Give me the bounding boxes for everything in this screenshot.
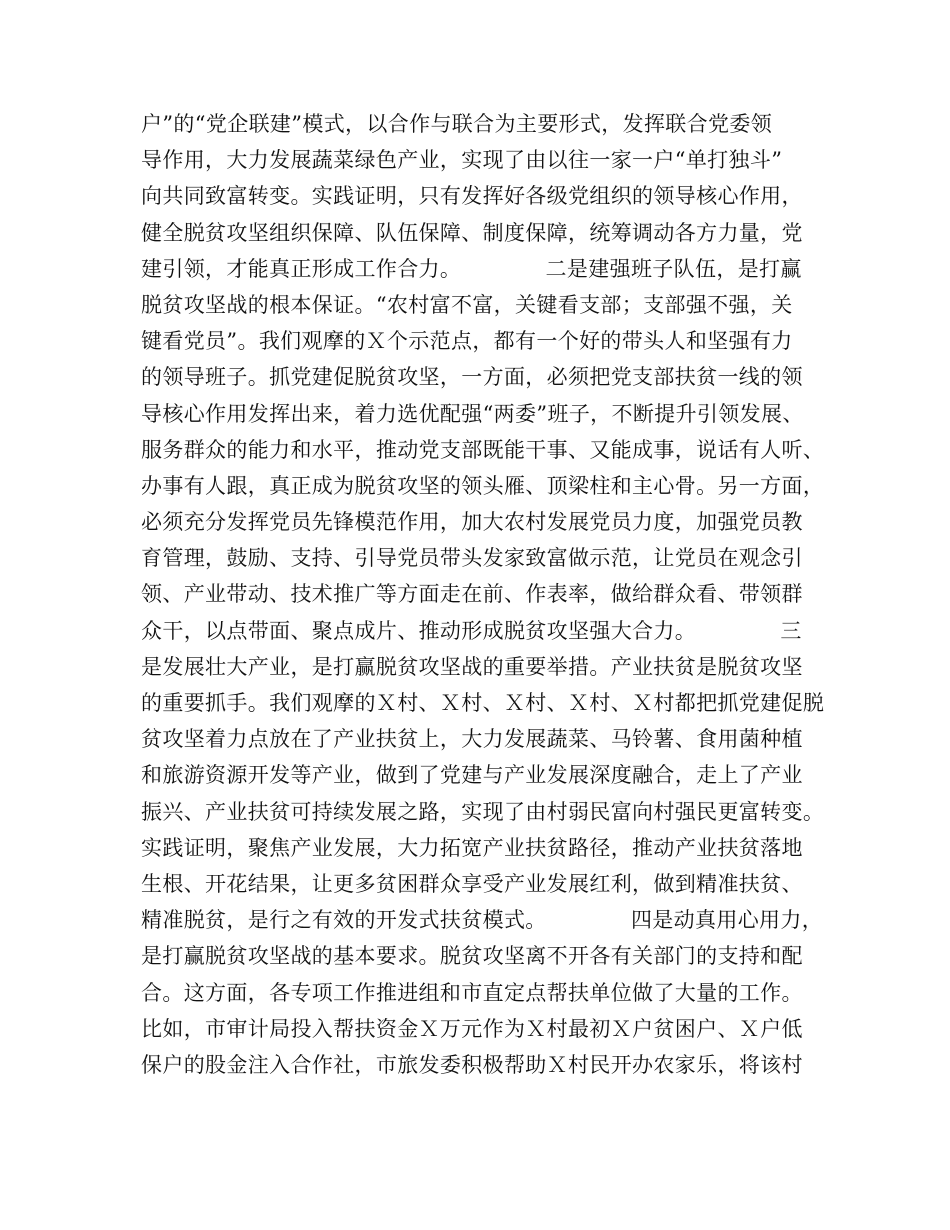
text-line: 精准脱贫，是行之有效的开发式扶贫模式。 四是动真用心用力，: [141, 908, 824, 933]
text-line: 振兴、产业扶贫可持续发展之路，实现了由村弱民富向村强民更富转变。: [141, 799, 825, 824]
text-line: 办事有人跟，真正成为脱贫攻坚的领头雁、顶梁柱和主心骨。另一方面，: [141, 473, 825, 498]
text-line: 建引领，才能真正形成工作合力。 二是建强班子队伍，是打赢: [141, 256, 802, 281]
text-line: 的领导班子。抓党建促脱贫攻坚，一方面，必须把党支部扶贫一线的领: [141, 365, 803, 390]
text-line: 是发展壮大产业，是打赢脱贫攻坚战的重要举措。产业扶贫是脱贫攻坚: [141, 654, 803, 679]
text-line: 合。这方面，各专项工作推进组和市直定点帮扶单位做了大量的工作。: [141, 980, 803, 1005]
text-line: 领、产业带动、技术推广等方面走在前、作表率，做给群众看、带领群: [141, 582, 803, 607]
text-line: 导作用，大力发展蔬菜绿色产业，实现了由以往一家一户“单打独斗”: [141, 148, 783, 173]
text-line: 必须充分发挥党员先锋模范作用，加大农村发展党员力度，加强党员教: [141, 510, 803, 535]
text-line: 保户的股金注入合作社，市旅发委积极帮助Ｘ村民开办农家乐，将该村: [141, 1052, 803, 1077]
text-line: 户”的“党企联建”模式，以合作与联合为主要形式，发挥联合党委领: [141, 112, 773, 136]
text-line: 的重要抓手。我们观摩的Ｘ村、Ｘ村、Ｘ村、Ｘ村、Ｘ村都把抓党建促脱: [141, 691, 825, 715]
text-line: 服务群众的能力和水平，推动党支部既能干事、又能成事，说话有人听、: [141, 437, 825, 462]
text-line: 比如，市审计局投入帮扶资金Ｘ万元作为Ｘ村最初Ｘ户贫困户、Ｘ户低: [141, 1016, 803, 1041]
text-line: 众干，以点带面、聚点成片、推动形成脱贫攻坚强大合力。 三: [141, 618, 802, 643]
text-line: 和旅游资源开发等产业，做到了党建与产业发展深度融合，走上了产业: [141, 763, 803, 788]
text-line: 贫攻坚着力点放在了产业扶贫上，大力发展蔬菜、马铃薯、食用菌种植: [141, 727, 803, 752]
text-line: 键看党员”。我们观摩的Ｘ个示范点，都有一个好的带头人和坚强有力: [141, 329, 793, 354]
body-text: [141, 106, 841, 1083]
text-line: 是打赢脱贫攻坚战的基本要求。脱贫攻坚离不开各有关部门的支持和配: [141, 944, 803, 969]
text-line: 育管理，鼓励、支持、引导党员带头发家致富做示范，让党员在观念引: [141, 546, 803, 571]
text-line: 向共同致富转变。实践证明，只有发挥好各级党组织的领导核心作用，: [141, 184, 803, 209]
text-line: 脱贫攻坚战的根本保证。“农村富不富，关键看支部；支部强不强，关: [141, 292, 793, 317]
text-line: 生根、开花结果，让更多贫困群众享受产业发展红利，做到精准扶贫、: [141, 871, 803, 896]
text-line: 健全脱贫攻坚组织保障、队伍保障、制度保障，统筹调动各方力量，党: [141, 220, 803, 245]
text-line: 实践证明，聚焦产业发展，大力拓宽产业扶贫路径，推动产业扶贫落地: [141, 835, 803, 860]
text-line: 导核心作用发挥出来，着力选优配强“两委”班子，不断提升引领发展、: [141, 401, 804, 426]
